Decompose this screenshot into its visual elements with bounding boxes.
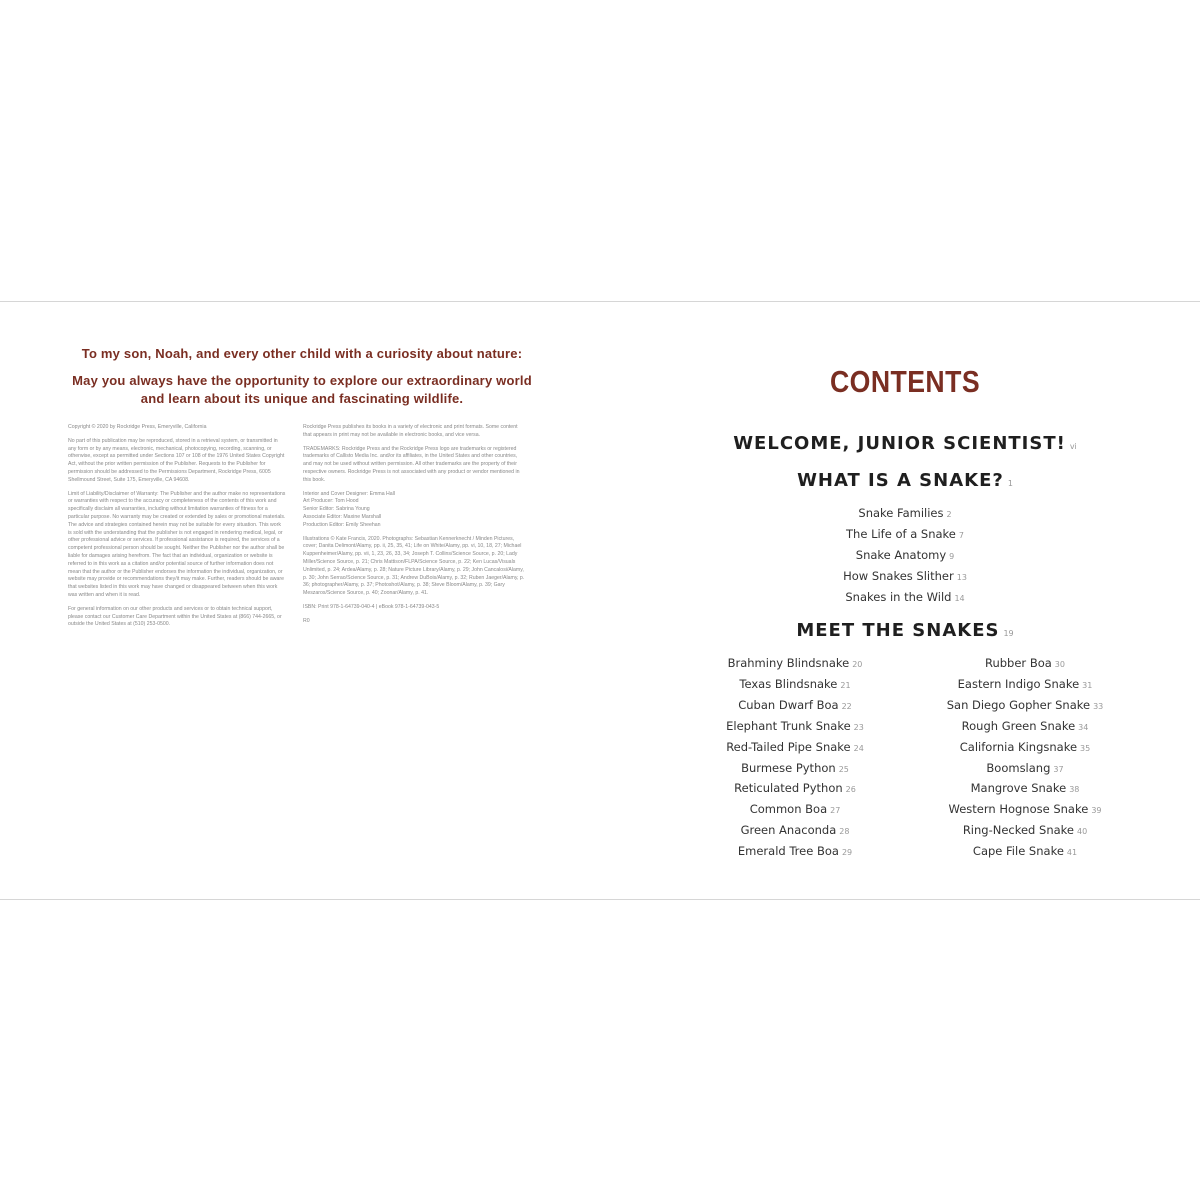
toc-page-number: 39 (1091, 806, 1102, 816)
toc-entry-label: Rough Green Snake (961, 718, 1076, 733)
toc-entry (700, 588, 1110, 609)
toc-entry (700, 525, 1110, 546)
toc-entry (930, 717, 1120, 738)
toc-entry (930, 696, 1120, 717)
toc-entry-label: Red-Tailed Pipe Snake (726, 739, 851, 754)
toc-entry-label: California Kingsnake (959, 739, 1078, 754)
toc-what-list (700, 504, 1110, 609)
toc-entry (700, 567, 1110, 588)
legal-paragraph: Copyright © 2020 by Rockridge Press, Emeryville, California (68, 424, 207, 430)
toc-page-number: 23 (853, 722, 864, 732)
toc-section-welcome (620, 433, 1190, 454)
toc-page-number: 29 (841, 848, 853, 858)
toc-entry (700, 779, 890, 800)
toc-entry (700, 696, 890, 717)
toc-entry (700, 821, 890, 842)
toc-entry (700, 717, 890, 738)
toc-entry-label: Snake Anatomy (855, 547, 947, 562)
legal-paragraph: Illustrations © Kate Francis, 2020. Photographs: Sebastian Kennerknecht / Minden Pictures, cover; Danita Delimont/Alamy, pp. ii, 25, 35, 41; Life on White/Alamy, pp. vi, 10, 18, 27; Michael Kuppenheimer/Alamy, pp. vii, 1, 23, 26, 33, 34; Joseph T. Collins/Science Source, p. 20; Lady Miller/Science Source, p. 21; Chris Mattison/FLPA/Science Source, p. 22; Ken Lucas/Visuals Unlimited, p. 24; Ardea/Alamy, p. 28; Nature Picture Library/Alamy, p. 29; John Cancalosi/Alamy, p. 30; John Serrao/Science Source, p. 31; Andrew DuBois/Alamy, p. 32; Ruben Jaeger/Alamy, p. 36; photographer/Alamy, p. 37; Photoshot/Alamy, p. 38; Steve Bloom/Alamy, p. 39; Gary Meszaros/Science Source, p. 40; Zoonar/Alamy, p. 41. (303, 535, 525, 597)
copyright-column-right (303, 424, 525, 632)
toc-entry-label: Rubber Boa (985, 656, 1052, 670)
toc-meet-column-2 (930, 654, 1120, 863)
toc-page-number: 21 (840, 680, 851, 690)
toc-page-number: 28 (839, 827, 850, 837)
toc-page-number: 2 (946, 510, 952, 519)
toc-page-number: 13 (956, 572, 967, 582)
toc-entry-label: Snakes in the Wild (845, 589, 952, 604)
toc-entry (930, 800, 1120, 821)
page-code: R0 (303, 617, 310, 624)
toc-page-number: 20 (852, 660, 863, 669)
toc-entry-label: Mangrove Snake (970, 781, 1067, 796)
toc-entry (700, 759, 890, 780)
toc-page-number: 31 (1082, 680, 1093, 690)
toc-page-number: 34 (1078, 722, 1089, 732)
toc-entry-label: Emerald Tree Boa (737, 844, 839, 859)
toc-entry (700, 504, 1110, 525)
book-spread (0, 301, 1200, 900)
legal-paragraph: Limit of Liability/Disclaimer of Warranty: The Publisher and the author make no representations or warranties with respect to the accuracy or completeness of the contents of this work and specifically disclaim all warranties, including without limitation warranties of fitness for a particular purpose. No warranty may be created or extended by sales or promotional materials. The advice and strategies contained herein may not be suitable for every situation. This work is sold with the understanding that the publisher is not engaged in rendering medical, legal, or other professional advice or services. If professional assistance is required, the services of a competent professional person should be sought. Neither the Publisher nor the author shall be liable for damages arising herefrom. The fact that an individual, organization or website is referred to in this work as a citation and/or potential source of further information does not mean that the author or the Publisher endorses the information the individual, organization, or website may provide or recommendations they/it may make. Further, readers should be aware that websites listed in this work may have changed or disappeared between when this work was written and when it is read. (68, 490, 286, 598)
toc-entry (700, 675, 890, 696)
toc-entry-label: Western Hognose Snake (948, 802, 1089, 817)
toc-entry-label: Cape File Snake (972, 844, 1064, 859)
toc-section-label: MEET THE SNAKES (796, 620, 1000, 641)
toc-page-number: 19 (1003, 629, 1014, 638)
toc-entry (700, 654, 890, 675)
toc-page-number: 26 (845, 785, 856, 795)
toc-entry-label: Snake Families (858, 506, 944, 520)
toc-entry (930, 675, 1120, 696)
toc-entry-label: Green Anaconda (740, 823, 837, 838)
toc-page-number: 40 (1076, 827, 1088, 837)
toc-page-number: 9 (949, 551, 955, 561)
toc-entry (700, 842, 890, 863)
toc-page-number: 14 (954, 593, 965, 603)
toc-entry-label: Reticulated Python (734, 781, 843, 796)
toc-entry (930, 759, 1120, 780)
dedication-line-2: May you always have the opportunity to explore our extraordinary world and learn about its unique and fascinating wildlife. (72, 373, 532, 406)
toc-section-label: WELCOME, JUNIOR SCIENTIST! (733, 433, 1066, 454)
toc-entry-label: How Snakes Slither (843, 568, 954, 583)
toc-section-what (620, 470, 1190, 491)
toc-meet-column-1 (700, 654, 890, 863)
toc-entry-label: Cuban Dwarf Boa (738, 697, 839, 712)
toc-entry-label: Ring-Necked Snake (962, 823, 1074, 838)
toc-entry (930, 738, 1120, 759)
toc-entry (930, 654, 1120, 675)
toc-page-number: 33 (1093, 701, 1104, 711)
toc-page-number: 1 (1007, 479, 1013, 488)
toc-page-number: 35 (1080, 743, 1091, 753)
toc-page-number: 37 (1053, 764, 1064, 774)
contents-title: CONTENTS (829, 364, 981, 399)
toc-entry-label: Texas Blindsnake (739, 676, 838, 691)
toc-entry-label: Boomslang (986, 760, 1051, 775)
dedication-line-1: To my son, Noah, and every other child with a curiosity about nature: (81, 346, 523, 361)
toc-page-number: 22 (841, 701, 852, 711)
toc-page-number: 7 (958, 530, 964, 540)
toc-entry (700, 546, 1110, 567)
credits-paragraph: Interior and Cover Designer: Emma Hall Art Producer: Tom Hood Senior Editor: Sabrina Young Associate Editor: Maxine Marshall Production Editor: Emily Sheehan (303, 490, 395, 528)
toc-page-number: 27 (830, 806, 841, 816)
isbn-paragraph: ISBN: Print 978-1-64739-040-4 | eBook 978-1-64739-043-5 (303, 603, 440, 610)
legal-paragraph: For general information on our other products and services or to obtain technical support, please contact our Customer Care Department within the United States at (866) 744-2665, or outside the United States at (510) 253-0500. (68, 605, 282, 628)
toc-entry-label: Brahminy Blindsnake (727, 656, 850, 670)
toc-entry (700, 800, 890, 821)
toc-page-number: 38 (1069, 785, 1080, 795)
toc-page-number: 30 (1054, 660, 1065, 669)
toc-section-meet (620, 620, 1190, 641)
toc-entry (930, 842, 1120, 863)
copyright-column-left (68, 424, 286, 635)
toc-entry-label: Elephant Trunk Snake (726, 718, 851, 733)
toc-entry (930, 779, 1120, 800)
toc-entry-label: Common Boa (749, 802, 828, 817)
toc-entry (930, 821, 1120, 842)
toc-entry-label: Eastern Indigo Snake (957, 676, 1080, 691)
legal-paragraph: TRADEMARKS: Rockridge Press and the Rockridge Press logo are trademarks or registered trademarks of Callisto Media Inc. and/or its affiliates, in the United States and other countries, and may not be used without written permission. All other trademarks are the property of their respective owners. Rockridge Press is not associated with any product or vendor mentioned in this book. (303, 445, 520, 483)
legal-paragraph: Rockridge Press publishes its books in a variety of electronic and print formats. Some content that appears in print may not be available in electronic books, and vice versa. (303, 424, 518, 438)
toc-page-number: 41 (1066, 848, 1078, 858)
legal-paragraph: No part of this publication may be reproduced, stored in a retrieval system, or transmitted in any form or by any means, electronic, mechanical, photocopying, recording, scanning, or otherwise, except as permitted under Sections 107 or 108 of the 1976 United States Copyright Act, without the prior written permission of the Publisher. Requests to the Publisher for permission should be addressed to the Permissions Department, Rockridge Press, 6005 Shellmound Street, Suite 175, Emeryville, CA 94608. (68, 437, 285, 483)
toc-page-number: vi (1069, 442, 1077, 451)
toc-section-label: WHAT IS A SNAKE? (797, 470, 1004, 491)
toc-page-number: 25 (838, 764, 849, 774)
toc-page-number: 24 (853, 743, 864, 753)
toc-entry (700, 738, 890, 759)
toc-entry-label: Burmese Python (741, 760, 836, 775)
toc-entry-label: San Diego Gopher Snake (946, 697, 1091, 712)
toc-entry-label: The Life of a Snake (846, 526, 956, 541)
